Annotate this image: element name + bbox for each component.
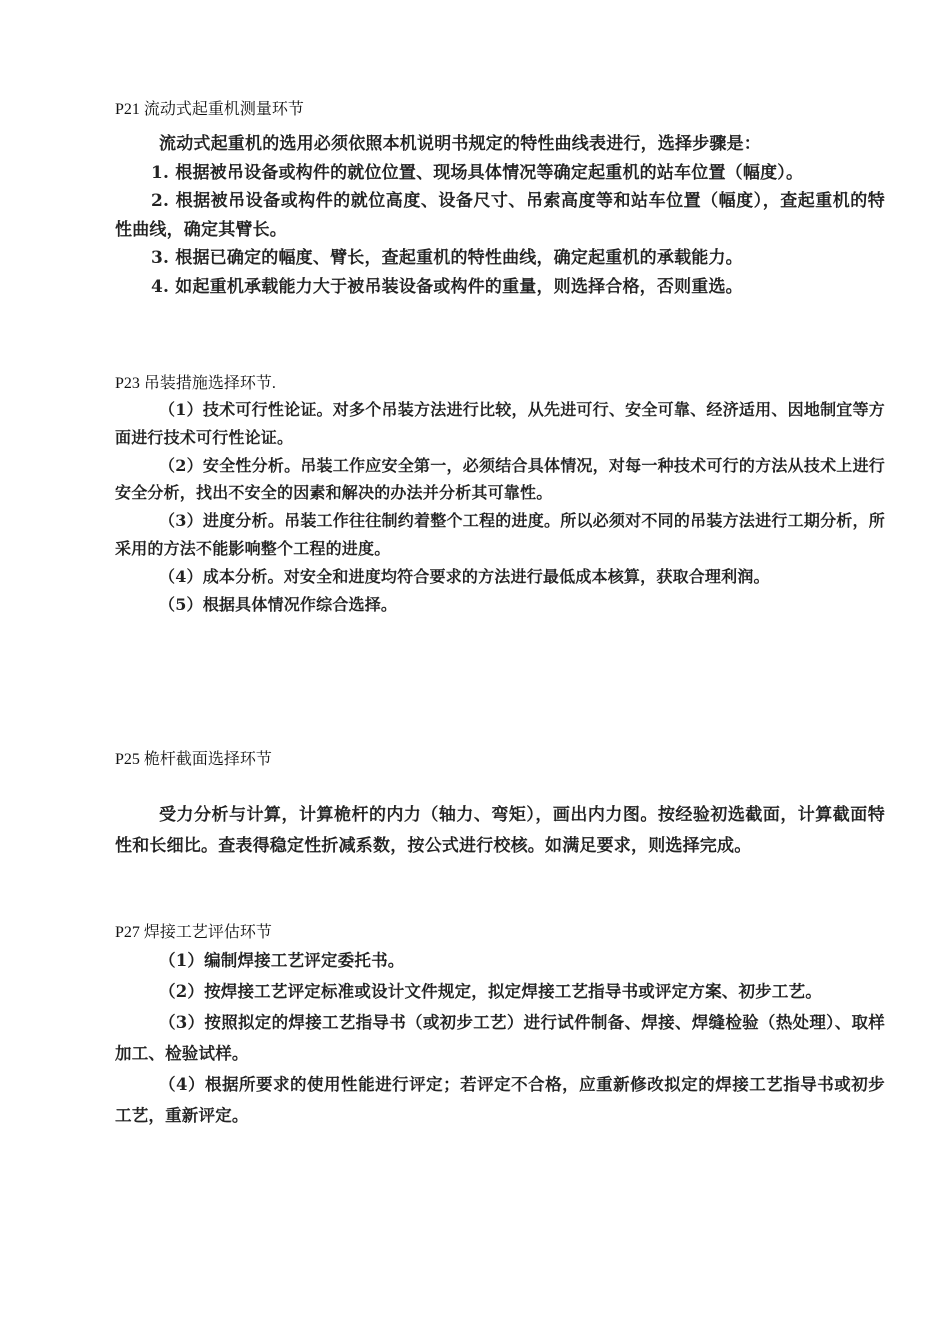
paragraph: （1）编制焊接工艺评定委托书。	[159, 951, 405, 970]
paragraph: 1. 根据被吊设备或构件的就位位置、现场具体情况等确定起重机的站车位置（幅度）。	[151, 162, 804, 183]
section-body-p21	[115, 130, 885, 302]
section-body-p27	[115, 945, 885, 1131]
section-body-p25	[115, 800, 885, 862]
paragraph: （1）技术可行性论证。对多个吊装方法进行比较，从先进可行、安全可靠、经济适用、因地制宜等方面进行技术可行性论证。	[115, 400, 885, 447]
paragraph: 流动式起重机的选用必须依照本机说明书规定的特性曲线表进行，选择步骤是：	[159, 134, 761, 154]
section-heading-p27: P27 焊接工艺评估环节	[115, 924, 272, 941]
paragraph: （2）按焊接工艺评定标准或设计文件规定，拟定焊接工艺指导书或评定方案、初步工艺。	[159, 982, 822, 1001]
paragraph: （3）进度分析。吊装工作往往制约着整个工程的进度。所以必须对不同的吊装方法进行工期分析，所采用的方法不能影响整个工程的进度。	[115, 511, 885, 558]
paragraph: （2）安全性分析。吊装工作应安全第一，必须结合具体情况，对每一种技术可行的方法从技术上进行安全分析，找出不安全的因素和解决的办法并分析其可靠性。	[115, 455, 885, 503]
paragraph: （5）根据具体情况作综合选择。	[159, 594, 398, 614]
section-heading-p23: P23 吊装措施选择环节.	[115, 375, 276, 392]
paragraph: （4）成本分析。对安全和进度均符合要求的方法进行最低成本核算，获取合理利润。	[159, 566, 770, 586]
paragraph: （4）根据所要求的使用性能进行评定；若评定不合格，应重新修改拟定的焊接工艺指导书或初步工艺，重新评定。	[115, 1075, 885, 1125]
paragraph: （3）按照拟定的焊接工艺指导书（或初步工艺）进行试件制备、焊接、焊缝检验（热处理）、取样加工、检验试样。	[115, 1013, 885, 1063]
paragraph: 3. 根据已确定的幅度、臂长，查起重机的特性曲线，确定起重机的承载能力。	[151, 248, 743, 269]
paragraph: 4. 如起重机承载能力大于被吊装设备或构件的重量，则选择合格，否则重选。	[151, 276, 743, 297]
paragraph: 2. 根据被吊设备或构件的就位高度、设备尺寸、吊索高度等和站车位置（幅度），查起重机的特性曲线，确定其臂长。	[115, 191, 885, 240]
section-heading-p25: P25 桅杆截面选择环节	[115, 751, 272, 768]
section-heading-p21: P21 流动式起重机测量环节	[115, 101, 304, 118]
section-body-p23	[115, 396, 885, 618]
paragraph: 受力分析与计算，计算桅杆的内力（轴力、弯矩），画出内力图。按经验初选截面，计算截面特性和长细比。查表得稳定性折减系数，按公式进行校核。如满足要求，则选择完成。	[115, 805, 885, 856]
